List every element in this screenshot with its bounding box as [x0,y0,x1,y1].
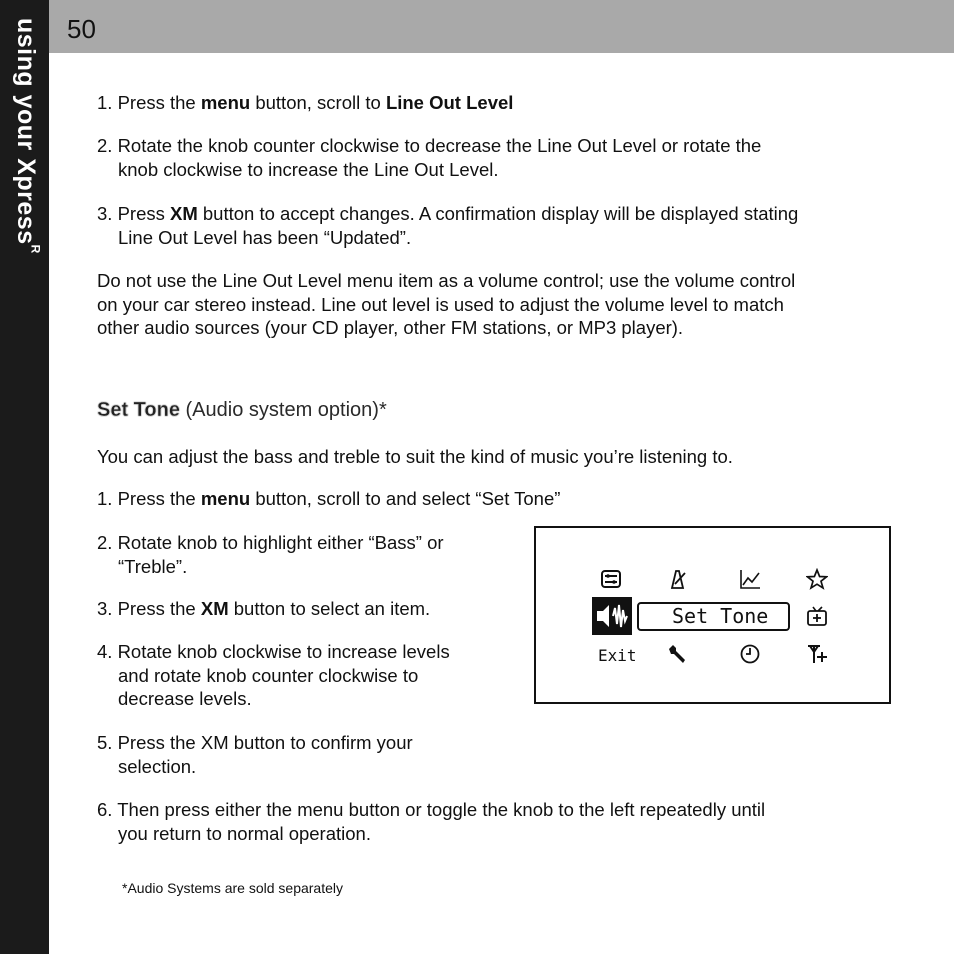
tone-step-5: 5. Press the XM button to confirm your selection. [97,732,413,777]
device-display [534,526,891,704]
set-tone-heading: Set Tone (Audio system option)* [97,399,387,421]
audio-icon-highlight [592,597,632,635]
footnote: *Audio Systems are sold separately [122,880,343,896]
step-3: 3. Press XM button to accept changes. A confirmation display will be displayed stating Line Out Level has been “Updated”. [97,203,799,248]
set-tone-intro: You can adjust the bass and treble to suit the kind of music you’re listening to. [97,446,733,467]
chart-icon [737,566,763,592]
step-1: 1. Press the menu button, scroll to Line Out Level [97,92,514,113]
header-bar [49,0,954,53]
menu-item-set-tone[interactable]: Set Tone [637,602,790,631]
tone-step-2: 2. Rotate knob to highlight either “Bass” or “Treble”. [97,532,444,577]
exit-label[interactable]: Exit [598,646,637,665]
tone-step-6: 6. Then press either the menu button or toggle the knob to the left repeatedly until you return to normal operation. [97,799,766,844]
antenna-add-icon [804,641,830,667]
metronome-icon [664,566,690,592]
sidebar [0,0,49,954]
clock-icon [737,641,763,667]
speaker-waveform-icon [592,597,632,635]
wrench-icon [664,641,690,667]
step-2: 2. Rotate the knob counter clockwise to decrease the Line Out Level or rotate the knob clockwise to increase the Line Out Level. [97,135,762,180]
tone-step-4: 4. Rotate knob clockwise to increase levels and rotate knob counter clockwise to decrease levels. [97,641,450,709]
page-number: 50 [67,14,96,44]
star-icon [804,566,830,592]
sidebar-title: using your Xpress$^R$ [12,18,43,254]
line-out-note: Do not use the Line Out Level menu item as a volume control; use the volume control on your car stereo instead. Line out level is used to adjust the volume level to match other audio sources (your CD player, other FM stations, or MP3 player). [97,270,796,338]
tv-add-icon [804,603,830,629]
settings-list-icon [598,566,624,592]
tone-step-3: 3. Press the XM button to select an item. [97,598,431,619]
tone-step-1: 1. Press the menu button, scroll to and select “Set Tone” [97,488,561,509]
